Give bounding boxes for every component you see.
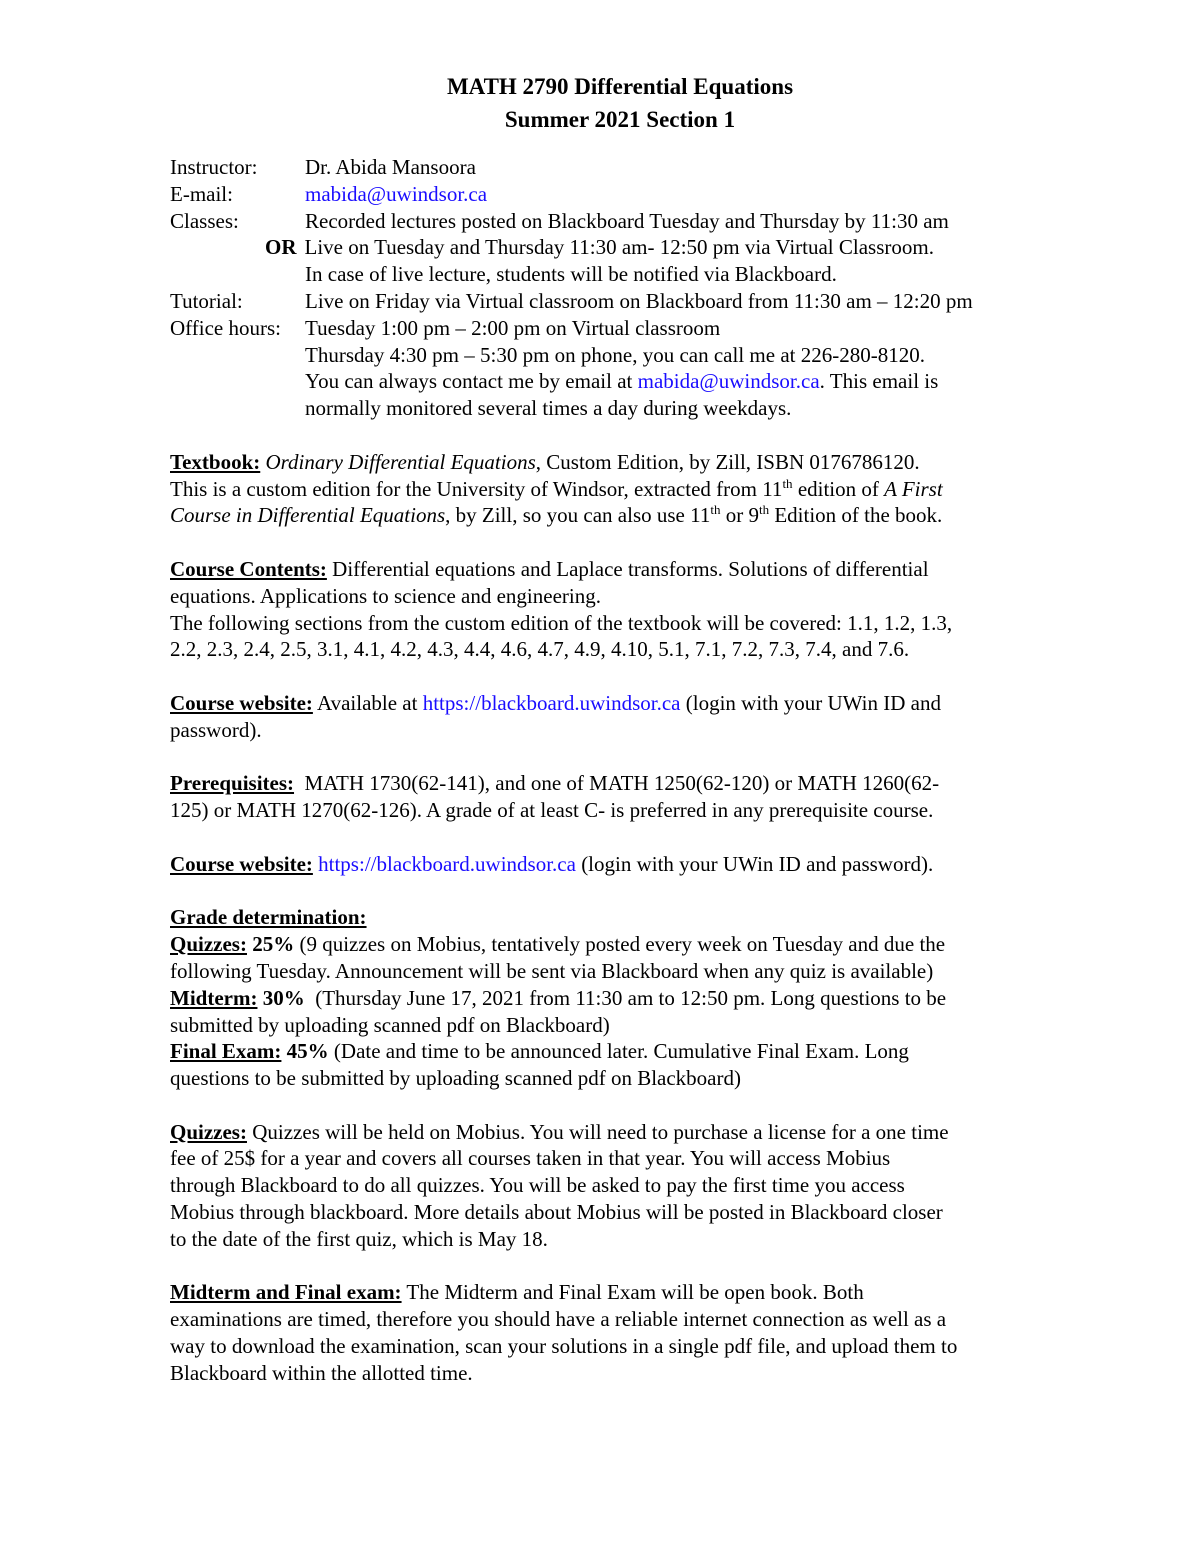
blackboard-link-1[interactable]: https://blackboard.uwindsor.ca	[422, 690, 681, 715]
exams-section	[170, 1279, 1070, 1386]
textbook-l3-b: or 9	[720, 503, 759, 528]
textbook-details: , Custom Edition, by Zill, ISBN 0176786120.	[535, 449, 920, 474]
final-label: Final Exam:	[170, 1039, 282, 1064]
quizzes-line-3: through Blackboard to do all quizzes. You will be asked to pay the first time you access	[170, 1173, 905, 1198]
grades-final-line-2: questions to be submitted by uploading scanned pdf on Blackboard)	[170, 1066, 741, 1091]
classes-or-row	[170, 234, 1070, 261]
website2-line	[170, 851, 1070, 878]
textbook-l3-c: Edition of the book.	[769, 503, 943, 528]
grades-mid-line-2: submitted by uploading scanned pdf on Blackboard)	[170, 1012, 610, 1037]
contents-line-4: 2.2, 2.3, 2.4, 2.5, 3.1, 4.1, 4.2, 4.3, 4.4, 4.6, 4.7, 4.9, 4.10, 5.1, 7.1, 7.2, 7.3, 7.4, and 7.6.	[170, 637, 910, 662]
textbook-l2-text: This is a custom edition for the University of Windsor, extracted from 11	[170, 476, 783, 501]
tutorial-row	[170, 288, 1070, 315]
instructor-info	[170, 154, 1070, 422]
or-label: OR	[265, 235, 297, 260]
prereq-l1: MATH 1730(62-141), and one of MATH 1250(62-120) or MATH 1260(62-	[294, 771, 940, 796]
website2-heading: Course website:	[170, 851, 313, 876]
quiz-label: Quizzes:	[170, 932, 247, 957]
grades-quiz-line-1	[170, 931, 1070, 958]
contents-line-2: equations. Applications to science and engineering.	[170, 583, 601, 608]
textbook-l2-mid: edition of	[792, 476, 885, 501]
office-hours-label: Office hours:	[170, 315, 281, 340]
page-title: MATH 2790 Differential Equations	[446, 74, 794, 99]
grades-quiz-line-2: following Tuesday. Announcement will be sent via Blackboard when any quiz is available)	[170, 958, 934, 983]
final-l1: (Date and time to be announced later. Cumulative Final Exam. Long	[328, 1039, 909, 1064]
textbook-l3-sup2: th	[758, 502, 770, 518]
website2-post: (login with your UWin ID and password).	[575, 851, 934, 876]
prereq-section	[170, 770, 1070, 824]
instructor-label: Instructor:	[170, 155, 258, 179]
exams-line-2: examinations are timed, therefore you should have a reliable internet connection as well as a	[170, 1307, 947, 1332]
textbook-line-3	[170, 502, 1070, 529]
office-contact-tail: . This email is	[819, 369, 939, 394]
quizzes-line-5: to the date of the first quiz, which is May 18.	[170, 1226, 548, 1251]
textbook-l2-title: A First	[884, 476, 943, 501]
textbook-section	[170, 449, 1070, 529]
textbook-title: Ordinary Differential Equations	[265, 449, 536, 474]
office-hours-line-2: Thursday 4:30 pm – 5:30 pm on phone, you can call me at 226-280-8120.	[305, 342, 925, 367]
midterm-pct: 30%	[257, 985, 305, 1010]
textbook-heading: Textbook:	[170, 449, 261, 474]
classes-row	[170, 208, 1070, 235]
classes-label: Classes:	[170, 208, 239, 233]
website1-line-2: password).	[170, 717, 262, 742]
midterm-label: Midterm:	[170, 985, 258, 1010]
page-subtitle: Summer 2021 Section 1	[504, 107, 736, 132]
exams-l1: The Midterm and Final Exam will be open book. Both	[401, 1280, 864, 1305]
website-section-2	[170, 851, 1070, 878]
contents-section	[170, 556, 1070, 663]
title-block	[170, 70, 1070, 136]
textbook-line-1	[170, 449, 1070, 476]
quizzes-line-2: fee of 25$ for a year and covers all courses taken in that year. You will access Mobius	[170, 1146, 891, 1171]
tutorial-label: Tutorial:	[170, 288, 243, 313]
email-label: E-mail:	[170, 181, 233, 206]
office-hours-line-3	[170, 368, 1070, 395]
website1-post: (login with your UWin ID and	[680, 690, 941, 715]
grades-heading: Grade determination:	[170, 905, 367, 930]
tutorial-text: Live on Friday via Virtual classroom on Blackboard from 11:30 am – 12:20 pm	[305, 288, 973, 313]
instructor-row	[170, 154, 1070, 181]
textbook-l2-sup: th	[782, 475, 793, 491]
quizzes-section	[170, 1119, 1070, 1253]
contents-l1: Differential equations and Laplace transforms. Solutions of differential	[326, 556, 929, 581]
classes-line-2: Live on Tuesday and Thursday 11:30 am- 12:50 pm via Virtual Classroom.	[304, 235, 934, 260]
textbook-l3-title: Course in Differential Equations	[170, 503, 446, 528]
exams-line-1	[170, 1279, 1070, 1306]
office-hours-line-4: normally monitored several times a day during weekdays.	[305, 396, 792, 421]
prereq-heading: Prerequisites:	[170, 771, 295, 796]
office-contact-text: You can always contact me by email at	[305, 369, 638, 394]
prereq-line-2: 125) or MATH 1270(62-126). A grade of at least C- is preferred in any prerequisite course.	[170, 798, 934, 823]
quiz-pct: 25%	[246, 932, 295, 957]
classes-line-3: In case of live lecture, students will be notified via Blackboard.	[305, 262, 837, 287]
contents-heading: Course Contents:	[170, 556, 327, 581]
grades-heading-line	[170, 904, 1070, 931]
office-hours-line-1: Tuesday 1:00 pm – 2:00 pm on Virtual classroom	[305, 315, 721, 340]
website1-pre: Available at	[312, 690, 423, 715]
office-hours-row	[170, 315, 1070, 342]
quizzes-line-4: Mobius through blackboard. More details about Mobius will be posted in Blackboard closer	[170, 1200, 943, 1225]
quizzes-heading: Quizzes:	[170, 1119, 247, 1144]
instructor-name: Dr. Abida Mansoora	[305, 155, 476, 179]
contents-line-1	[170, 556, 1070, 583]
midterm-l1: (Thursday June 17, 2021 from 11:30 am to 12:50 pm. Long questions to be	[304, 985, 947, 1010]
contents-line-3: The following sections from the custom edition of the textbook will be covered: 1.1, 1.2, 1.3,	[170, 610, 953, 635]
email-row	[170, 181, 1070, 208]
classes-line-1: Recorded lectures posted on Blackboard Tuesday and Thursday by 11:30 am	[305, 208, 949, 233]
exams-heading: Midterm and Final exam:	[170, 1280, 402, 1305]
grades-mid-line-1	[170, 985, 1070, 1012]
office-email-link[interactable]: mabida@uwindsor.ca	[637, 369, 820, 394]
quizzes-l1: Quizzes will be held on Mobius. You will need to purchase a license for a one time	[246, 1119, 949, 1144]
exams-line-3: way to download the examination, scan your solutions in a single pdf file, and upload them to	[170, 1334, 958, 1359]
exams-line-4: Blackboard within the allotted time.	[170, 1360, 473, 1385]
blackboard-link-2[interactable]: https://blackboard.uwindsor.ca	[318, 851, 576, 876]
textbook-line-2	[170, 476, 1070, 503]
website1-heading: Course website:	[170, 690, 313, 715]
quiz-l1: (9 quizzes on Mobius, tentatively posted every week on Tuesday and due the	[294, 932, 946, 957]
textbook-l3-sup1: th	[710, 502, 721, 518]
grades-section	[170, 904, 1070, 1092]
website-section-1	[170, 690, 1070, 744]
syllabus-page	[170, 70, 1070, 1387]
email-link[interactable]: mabida@uwindsor.ca	[305, 181, 488, 206]
website1-line-1	[170, 690, 1070, 717]
final-pct: 45%	[281, 1039, 329, 1064]
grades-final-line-1	[170, 1038, 1070, 1065]
quizzes-line-1	[170, 1119, 1070, 1146]
prereq-line-1	[170, 770, 1070, 797]
textbook-l3-a: , by Zill, so you can also use 11	[445, 503, 711, 528]
